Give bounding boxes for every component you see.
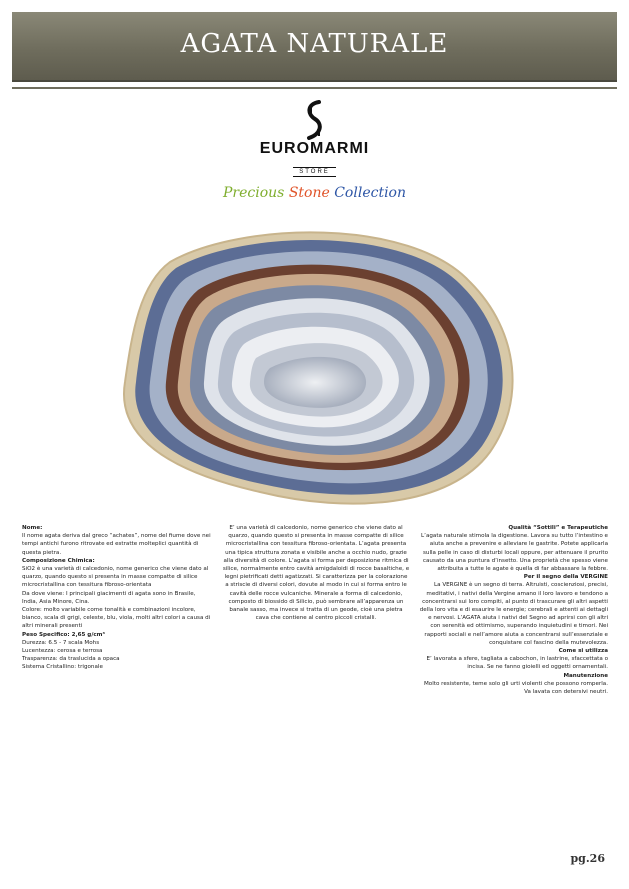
collection-word-stone: Stone bbox=[288, 185, 330, 201]
chemistry-text: SiO2 è una varietà di calcedonio, nome generico che viene dato al quarzo, quando questo si presenta in masse compatte di silice microcristallina con tessitura fibroso-orientata bbox=[22, 566, 209, 589]
name-text: Il nome agata deriva dal greco “achates”, nome del fiume dove nei tempi antichi furono ritrovate ed estratte molteplici quantità di questa pietra. bbox=[22, 533, 211, 556]
zodiac-heading: Per il segno della VERGINE bbox=[523, 574, 608, 581]
chemistry-heading: Composizione Chimica: bbox=[22, 557, 95, 564]
therapeutic-heading: Qualità “Sottili” e Terapeutiche bbox=[508, 525, 608, 531]
collection-label bbox=[0, 185, 629, 201]
collection-word-collection: Collection bbox=[334, 185, 406, 201]
right-column bbox=[418, 524, 608, 696]
maintenance-heading: Manutenzione bbox=[563, 672, 608, 679]
usage-text: E’ lavorata a sfere, tagliata a cabochon, in lastrine, sfaccettata o incisa. Se ne fanno gioielli ed oggetti ornamentali. bbox=[426, 656, 608, 671]
zodiac-text: La VERGINE è un segno di terra. Altruisti, coscienziosi, precisi, meditativi, i nativi della Vergine amano il loro lavoro e tendono a concentrarsi sui loro compiti, al punto di trascurare gli altri aspetti della loro vita e di esaurire le energie; cerebrali e attenti ai dettagli e nervosi. L’AGATA aiuta i nativi del Segno ad aprirsi con gli altri con serenità ed ottimismo, superando inquietudini e timori. Nei rapporti sociali e nell’amore aiuta a concentrarsi sull’essenziale e conquistare col fascino della mutevolezza. bbox=[419, 582, 608, 646]
name-heading: Nome: bbox=[22, 525, 43, 531]
agate-slice-image bbox=[110, 222, 530, 512]
luster: Lucentezza: cerosa e terrosa bbox=[22, 648, 103, 655]
brand-logo bbox=[0, 100, 629, 201]
hardness: Durezza: 6.5 - 7 scala Mohs bbox=[22, 639, 100, 646]
origin-text: Da dove viene: I principali giacimenti di agata sono in Brasile, India, Asia Minore, Cina. bbox=[22, 590, 196, 605]
therapeutic-text: L’agata naturale stimola la digestione. Lavora su tutto l’intestino e aiuta anche a prevenire e alleviare le gastrite. Potete applicarla sulla pelle in caso di disturbi locali oppure, per attenuare il prurito causato da una puntura d’insetto. Una proprietà che spesso viene attribuita a tutte le agate è quella di far abbassare la febbre. bbox=[421, 533, 608, 573]
euromarmi-s-icon bbox=[297, 100, 333, 140]
middle-column bbox=[222, 524, 410, 622]
collection-word-precious: Precious bbox=[223, 185, 285, 201]
page-title: AGATA NATURALE bbox=[180, 29, 449, 59]
title-banner bbox=[12, 12, 617, 82]
maintenance-text: Molto resistente, teme solo gli urti violenti che possono romperla. Va lavata con detersivi neutri. bbox=[423, 680, 608, 696]
specific-weight: Peso Specifico: 2,65 g/cm³ bbox=[22, 631, 105, 638]
description-text: E’ una varietà di calcedonio, nome generico che viene dato al quarzo, quando questo si presenta in masse compatte di silice microcristallina con tessitura fibroso-orientata. L’agata presenta una tipica struttura zonata e visibile anche a occhio nudo, grazie alla diversità di colore. L’agata si forma per deposizione ritmica di silice, normalmente entro cavità amigdaloidi di rocce basaltiche, e legni pietrificati detti agatizzati. Si caratterizza per la colorazione a striscie di diversi colori, dovute al modo in cui si forma entro le cavità delle rocce vulcaniche. Minerale a forma di calcedonio, composto di biossido di Silicio, può sembrare all’apparenza un banale sasso, ma invece si tratta di un geode, cioè una pietra cava che contiene al centro piccoli cristalli. bbox=[222, 525, 410, 622]
divider bbox=[12, 87, 617, 89]
brand-name: EUROMARMI bbox=[259, 140, 370, 157]
left-column bbox=[22, 524, 212, 672]
brand-store: STORE bbox=[293, 167, 336, 177]
transparency: Trasparenza: da traslucida a opaca bbox=[22, 656, 120, 663]
color-text: Colore: molto variabile come tonalità e combinazioni incolore, bianco, scala di grigi, celeste, blu, viola, molti altri colori a causa di altri minerali presenti bbox=[22, 607, 211, 630]
page-number: pg.26 bbox=[570, 852, 605, 865]
crystal-system: Sistema Cristallino: trigonale bbox=[22, 664, 103, 671]
usage-heading: Come si utilizza bbox=[558, 648, 608, 655]
